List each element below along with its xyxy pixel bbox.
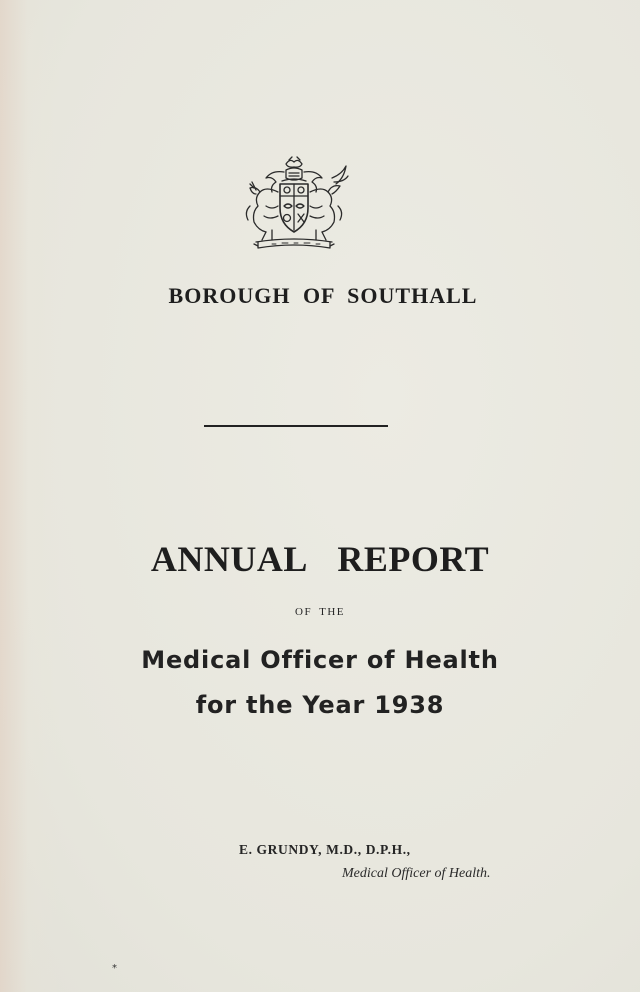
footer-mark: * — [112, 963, 117, 974]
report-title-line-2: for the Year 1938 — [195, 691, 445, 719]
report-title-line-1: Medical Officer of Health — [141, 646, 499, 674]
report-heading: ANNUAL REPORT — [150, 539, 490, 579]
borough-name: BOROUGH OF SOUTHALL — [168, 283, 478, 308]
of-the-text: OF THE — [295, 606, 345, 618]
author-name: E. GRUNDY, M.D., D.P.H., — [239, 842, 411, 857]
coat-of-arms-icon — [236, 156, 352, 254]
divider-rule — [204, 425, 388, 427]
author-role: Medical Officer of Health. — [342, 866, 491, 881]
